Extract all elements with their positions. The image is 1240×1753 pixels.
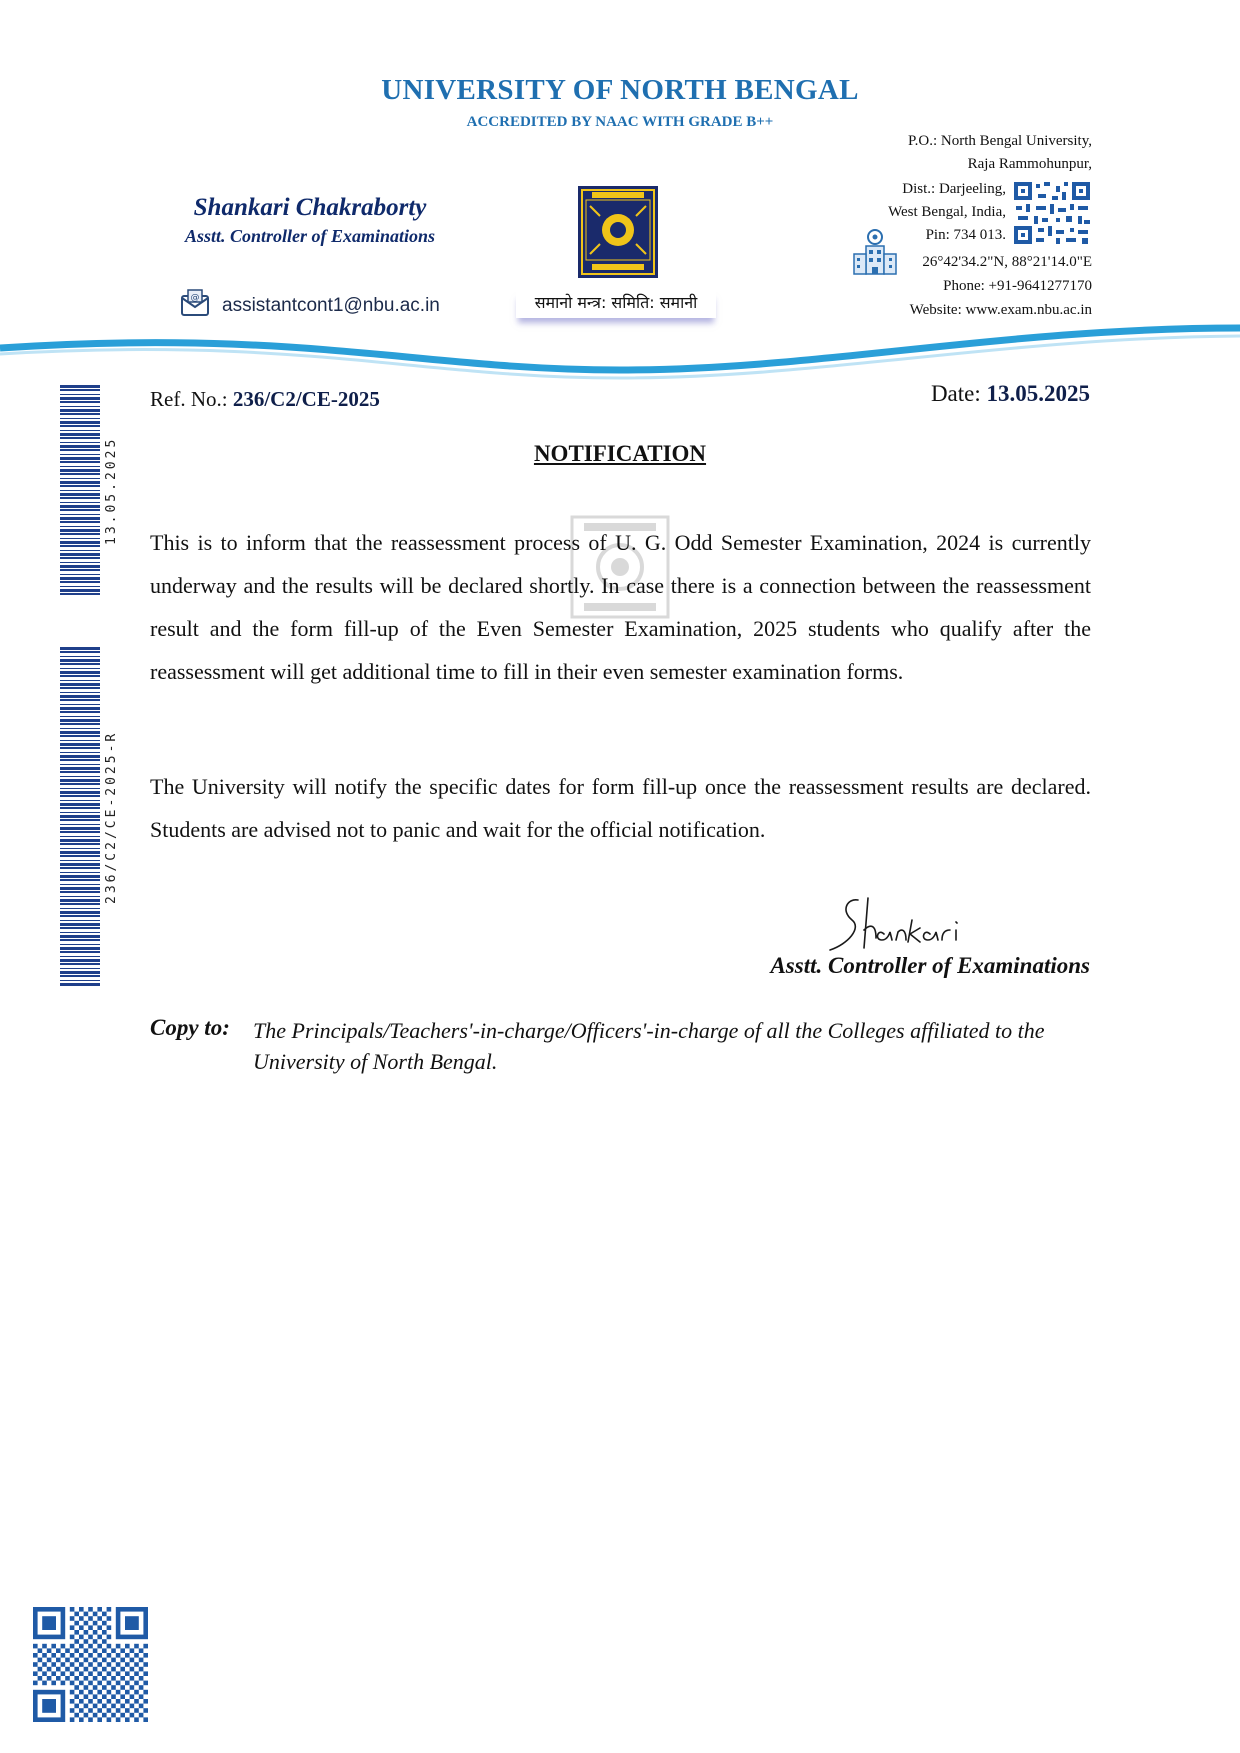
handwritten-signature: [818, 890, 1018, 960]
university-title: UNIVERSITY OF NORTH BENGAL: [381, 74, 859, 106]
university-logo: [578, 186, 658, 278]
ref-value: 236/C2/CE-2025: [232, 387, 380, 411]
address-line: Pin: 734 013.: [925, 227, 1006, 243]
qr-code-icon: [1012, 180, 1092, 246]
copy-to-label: Copy to:: [150, 1015, 230, 1040]
signer-role: Asstt. Controller of Examinations: [184, 226, 436, 246]
verification-qr-code: [33, 1607, 148, 1722]
notice-paragraph-1: This is to inform that the reassessment process of U. G. Odd Semester Examination, 2024 is currently underway and the results will be declared shortly. In case there is a connection between the reassessment result and the form fill-up of the Even Semester Examination, 2025 students who qualify after the reassessment will get additional time to fill in their even semester examination forms.: [150, 530, 1091, 684]
address-line: Raja Rammohunpur,: [967, 155, 1092, 172]
notice-paragraph-2: The University will notify the specific dates for form fill-up once the reassessment results are declared. Students are advised not to panic and wait for the official notification.: [150, 774, 1091, 842]
email-link[interactable]: assistantcont1@nbu.ac.in: [222, 294, 440, 316]
building-icon: [852, 228, 898, 276]
coordinates: 26°42'34.2"N, 88°21'14.0"E: [922, 254, 1092, 270]
university-motto: समानो मन्त्र: समिति: समानी: [516, 290, 716, 318]
address-line: West Bengal, India,: [888, 204, 1006, 220]
ref-label: Ref. No.:: [150, 387, 233, 411]
svg-text:@: @: [190, 293, 200, 303]
reference-number: [150, 387, 380, 412]
address-top: [908, 130, 1092, 175]
signatory-role: Asstt. Controller of Examinations: [770, 953, 1090, 978]
address-line: Dist.: Darjeeling,: [902, 181, 1006, 197]
address-bottom: [910, 250, 1092, 322]
date-label: Date:: [930, 381, 987, 406]
date-value: 13.05.2025: [986, 381, 1090, 406]
date-barcode: [60, 385, 104, 597]
phone: Phone: +91-9641277170: [943, 278, 1092, 294]
date-barcode-text: 13.05.2025: [104, 436, 119, 546]
notice-heading: NOTIFICATION: [533, 441, 707, 466]
notice-date: [931, 381, 1090, 407]
accreditation-line: ACCREDITED BY NAAC WITH GRADE B++: [466, 114, 774, 130]
website: Website: www.exam.nbu.ac.in: [909, 302, 1092, 318]
copy-to-text: The Principals/Teachers'-in-charge/Officers'-in-charge of all the Colleges affiliated to the University of North Bengal.: [253, 1018, 1045, 1074]
signer-name: Shankari Chakraborty: [193, 194, 427, 221]
ref-barcode-text: 236/C2/CE-2025-R: [104, 730, 119, 904]
address-line: P.O.: North Bengal University,: [907, 133, 1092, 149]
header-wave-divider: [0, 318, 1240, 388]
ref-barcode: [60, 647, 104, 987]
